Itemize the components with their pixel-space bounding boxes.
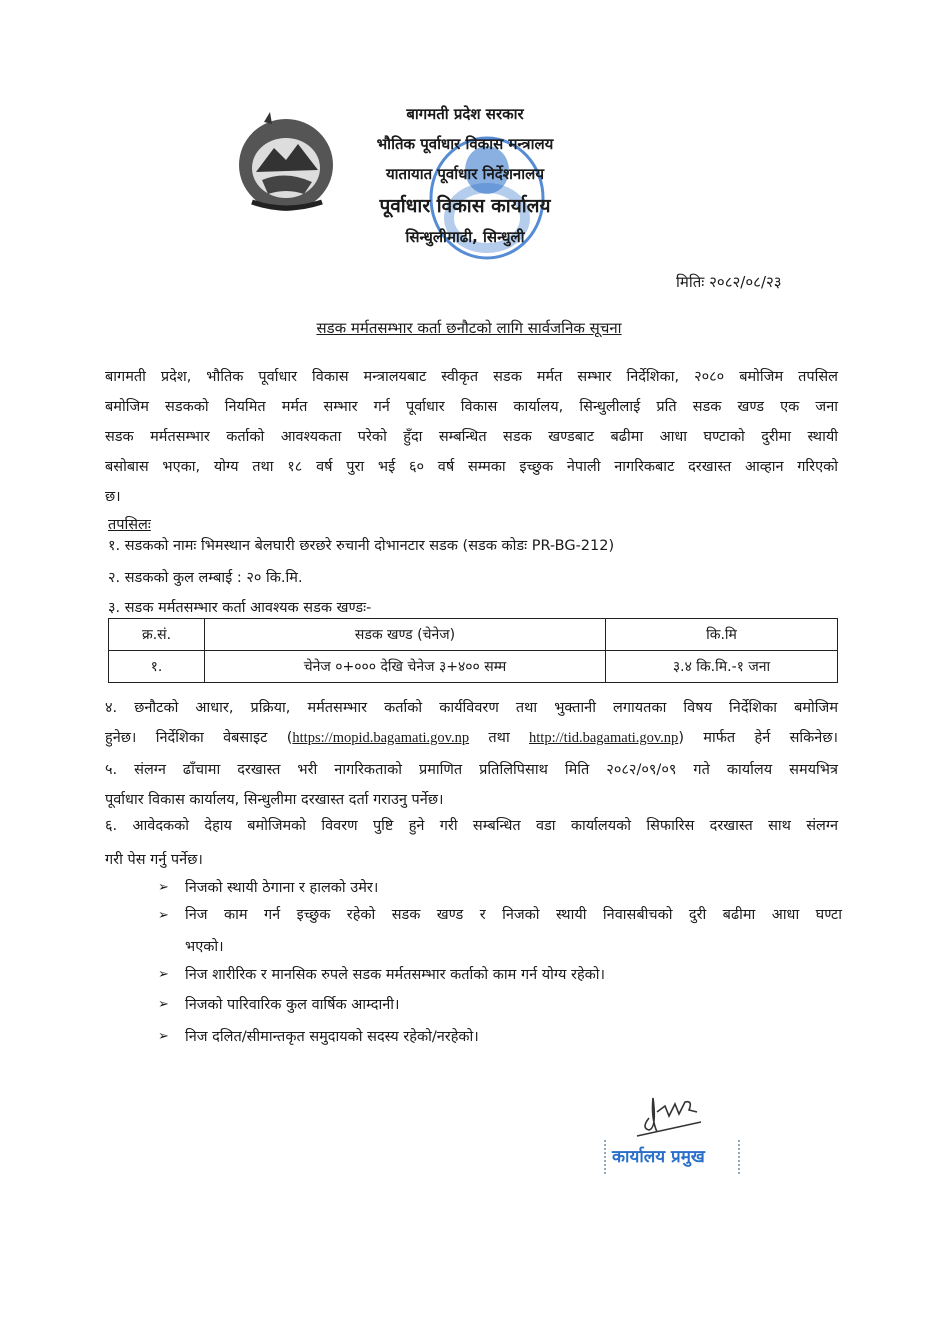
- table-row: [109, 651, 838, 683]
- para4-text: ) मार्फत हेर्न सकिनेछ।: [678, 730, 838, 746]
- para4-text: हुनेछ। निर्देशिका वेबसाइट (: [105, 730, 293, 746]
- para6-line: गरी पेस गर्नु पर्नेछ।: [105, 852, 203, 868]
- road-name: १. सडकको नामः भिमस्थान बेलघारी छरछरे रुचानी दोभानटार सडक (सडक कोडः PR-BG-212): [108, 538, 615, 554]
- bullet-item: निज दलित/सीमान्तकृत समुदायको सदस्य रहेको/नरहेको।: [185, 1029, 479, 1045]
- bullet-item: भएको।: [185, 939, 224, 955]
- road-length: २. सडकको कुल लम्बाई : २० कि.मि.: [108, 570, 303, 586]
- col-serial: क्र.सं.: [109, 619, 205, 651]
- para4-line: ४. छनौटको आधार, प्रक्रिया, मर्मतसम्भार कर्ताको कार्यविवरण तथा भुक्तानी लगायतका विषय निर्देशिका बमोजिम: [105, 700, 838, 716]
- cell-serial: १.: [109, 651, 205, 683]
- signatory-stamp: कार्यालय प्रमुख: [612, 1147, 705, 1167]
- intro-line: छ।: [105, 489, 121, 505]
- intro-line: बागमती प्रदेश, भौतिक पूर्वाधार विकास मन्त्रालयबाट स्वीकृत सडक मर्मत सम्भार निर्देशिका, २०८० बमोजिम तपसिल: [105, 369, 838, 385]
- col-segment: सडक खण्ड (चेनेज): [205, 619, 606, 651]
- tid-link[interactable]: http://tid.bagamati.gov.np: [529, 730, 679, 746]
- arrow-bullet-icon: ➢: [158, 880, 169, 895]
- arrow-bullet-icon: ➢: [158, 997, 169, 1012]
- bullet-item: निजको स्थायी ठेगाना र हालको उमेर।: [185, 880, 379, 896]
- letterhead-government: बागमती प्रदेश सरकार: [406, 105, 524, 123]
- intro-line: सडक मर्मतसम्भार कर्ताको आवश्यकता परेको हुँदा सम्बन्धित सडक खण्डबाट बढीमा आधा घण्टाको दुरीमा स्थायी: [105, 429, 838, 445]
- signature: [635, 1088, 725, 1138]
- para5-line: ५. संलग्न ढाँचामा दरखास्त भरी नागरिकताको प्रमाणित प्रतिलिपिसाथ मिति २०८२/०९/०९ गते कार्यालय समयभित्र: [105, 762, 838, 778]
- letterhead-directorate: यातायात पूर्वाधार निर्देशनालय: [385, 165, 545, 183]
- para4-text: तथा: [469, 730, 530, 746]
- para6-line: ६. आवेदकको देहाय बमोजिमको विवरण पुष्टि हुने गरी सम्बन्धित वडा कार्यालयको सिफारिस दरखास्त साथ संलग्न: [105, 818, 838, 834]
- cell-km: ३.४ कि.मि.-१ जना: [606, 651, 838, 683]
- arrow-bullet-icon: ➢: [158, 1029, 169, 1044]
- bullet-item: निज काम गर्न इच्छुक रहेको सडक खण्ड र निजको स्थायी निवासबीचको दुरी बढीमा आधा घण्टा: [185, 907, 842, 923]
- arrow-bullet-icon: ➢: [158, 967, 169, 982]
- letterhead-office: पूर्वाधार विकास कार्यालय: [379, 195, 551, 217]
- details-heading: तपसिलः: [108, 517, 151, 533]
- bullet-item: निज शारीरिक र मानसिक रुपले सडक मर्मतसम्भार कर्ताको काम गर्न योग्य रहेको।: [185, 967, 606, 983]
- intro-line: बसोबास भएका, योग्य तथा १८ वर्ष पुरा भई ६० वर्ष सम्मका इच्छुक नेपाली नागरिकबाट दरखास्त आव्हान गरिएको: [105, 459, 838, 475]
- cell-segment: चेनेज ०+००० देखि चेनेज ३+४०० सम्म: [205, 651, 606, 683]
- notice-date: मितिः २०८२/०८/२३: [676, 273, 782, 291]
- intro-line: बमोजिम सडकको नियमित मर्मत सम्भार गर्न पूर्वाधार विकास कार्यालय, सिन्धुलीलाई प्रति सडक खण्ड एक जना: [105, 399, 838, 415]
- letterhead-ministry: भौतिक पूर्वाधार विकास मन्त्रालय: [376, 135, 554, 153]
- para4-line: [105, 727, 838, 747]
- road-segment-table: [108, 618, 838, 683]
- notice-title: सडक मर्मतसम्भार कर्ता छनौटको लागि सार्वजनिक सूचना: [316, 319, 622, 337]
- col-km: कि.मि: [606, 619, 838, 651]
- arrow-bullet-icon: ➢: [158, 908, 169, 923]
- para5-line: पूर्वाधार विकास कार्यालय, सिन्धुलीमा दरखास्त दर्ता गराउनु पर्नेछ।: [105, 792, 444, 808]
- table-header-row: [109, 619, 838, 651]
- bullet-item: निजको पारिवारिक कुल वार्षिक आम्दानी।: [185, 997, 400, 1013]
- segment-heading: ३. सडक मर्मतसम्भार कर्ता आवश्यक सडक खण्डः-: [108, 600, 372, 616]
- letterhead-address: सिन्धुलीमाढी, सिन्धुली: [405, 228, 525, 246]
- mopid-link[interactable]: https://mopid.bagamati.gov.np: [292, 730, 470, 746]
